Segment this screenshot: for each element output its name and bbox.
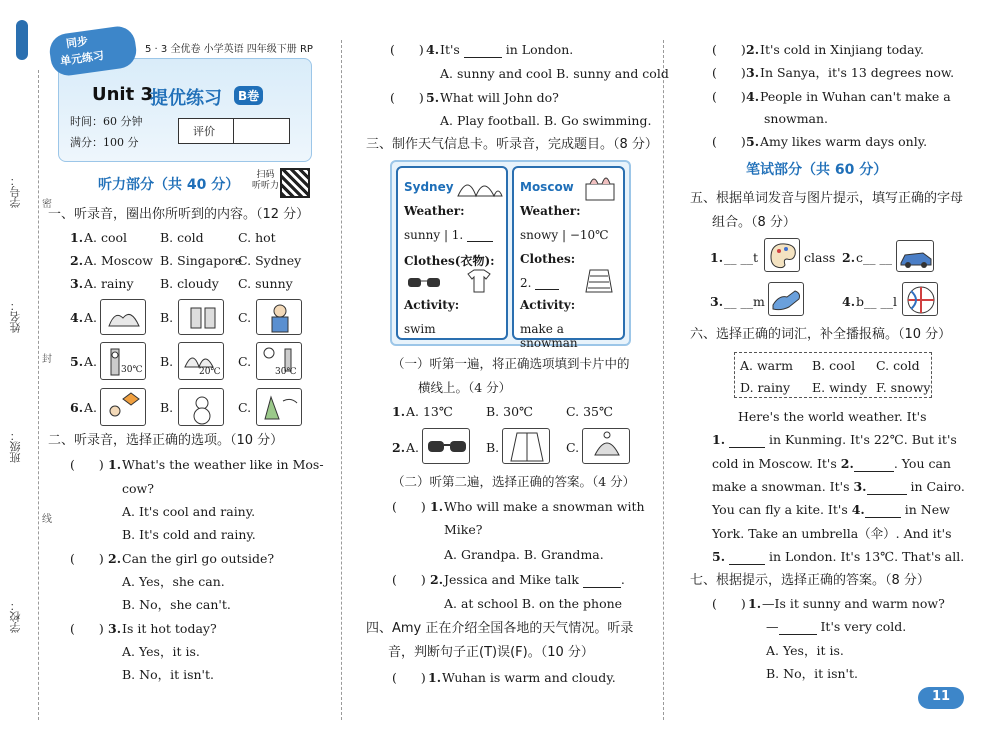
q2-4-text: It's in London. (440, 42, 574, 57)
p2-q1-num: 1. (430, 499, 444, 514)
q2-option-b[interactable]: B. Singapore (160, 253, 243, 268)
q6-label-a: A. (84, 400, 98, 415)
p2-q1-options[interactable]: A. Grandpa. B. Grandma. (444, 547, 604, 562)
rating-box (178, 118, 290, 144)
p2-q1-text: Who will make a snowman with (444, 499, 645, 514)
q5-temp-a: 30℃ (121, 365, 143, 375)
series-name: 5 · 3 全优卷 小学英语 四年级下册 RP (145, 44, 313, 55)
passage-blank-5[interactable] (729, 551, 765, 565)
passage-line-4: make a snowman. It's 3. in Cairo. (712, 479, 965, 494)
q5-picture-a[interactable] (100, 342, 146, 380)
q2-4-paren[interactable]: ( ) (390, 42, 424, 57)
moscow-weather-label: Weather: (520, 204, 581, 218)
sunglasses-icon (423, 429, 470, 464)
binding-line (38, 70, 39, 720)
q6-picture-a[interactable] (100, 388, 146, 426)
palette-icon (765, 239, 800, 272)
label-class: 班级： (9, 430, 22, 463)
mark-seal: 密 (42, 199, 52, 210)
s4-q3-paren[interactable]: ( ) (712, 65, 746, 80)
q2-2-option-b[interactable]: B. No，she can't. (122, 597, 231, 612)
s7-q1-blank[interactable] (779, 621, 817, 635)
q2-2-option-a[interactable]: A. Yes，she can. (122, 574, 225, 589)
snowman-kids-icon (179, 389, 224, 426)
ball-icon (903, 283, 938, 316)
winter-hat-icon (583, 429, 630, 464)
passage-line-2: 1. in Kunming. It's 22℃. But it's (712, 432, 957, 447)
p1-q2-label-b: B. (486, 440, 500, 455)
word-bank-option-a: A. warm (740, 358, 793, 373)
s4-q1-num: 1. (428, 670, 442, 685)
s5-q1-picture (764, 238, 800, 272)
s5-q4-picture (902, 282, 938, 316)
binding-margin (0, 0, 50, 733)
label-school: 学校： (9, 600, 22, 633)
jacket-icon (503, 429, 550, 464)
q1-option-c[interactable]: C. hot (238, 230, 276, 245)
sunglasses-icon (406, 272, 442, 292)
kremlin-icon (580, 170, 620, 202)
word-bank-option-c: C. cold (876, 358, 920, 373)
q5-picture-b[interactable] (178, 342, 224, 380)
kite-boy-icon (101, 389, 146, 426)
s5-q4-blank[interactable]: b__ __l (856, 294, 897, 309)
q2-5-paren[interactable]: ( ) (390, 90, 424, 105)
qr-hint: 扫码 听听力 (252, 170, 280, 191)
q2-4-num: 4. (426, 42, 440, 57)
q2-2-paren[interactable]: ( ) (70, 551, 104, 566)
s7-q1-option-b[interactable]: B. No，it isn't. (766, 666, 858, 681)
q6-picture-c[interactable] (256, 388, 302, 426)
q2-3-paren[interactable]: ( ) (70, 621, 104, 636)
opera-house-icon (456, 172, 504, 200)
q6-num: 6. (70, 400, 84, 415)
p1-q1-option-a[interactable]: A. 13℃ (406, 404, 453, 419)
q2-2-text: Can the girl go outside? (122, 551, 275, 566)
full-score: 满分：100 分 (70, 136, 139, 149)
section-2-title: 二、听录音，选择正确的选项。（10 分） (48, 433, 284, 448)
passage-line-5: You can fly a kite. It's 4. in New (712, 502, 950, 517)
q2-1-option-a[interactable]: A. It's cool and rainy. (122, 504, 256, 519)
arm-icon (769, 283, 804, 316)
p1-q2-picture-a[interactable] (422, 428, 470, 464)
q4-label-b: B. (160, 310, 174, 325)
s4-q4-num: 4. (746, 89, 760, 104)
s5-q1-blank[interactable]: __ __t (724, 250, 758, 265)
mark-fold: 封 (42, 354, 52, 365)
boy-coat-icon (257, 300, 302, 335)
s7-q1-num: 1. (748, 596, 762, 611)
p1-q2-picture-c[interactable] (582, 428, 630, 464)
q2-1-text-cont: cow? (122, 481, 154, 496)
q1-num: 1. (70, 230, 84, 245)
s5-q1-num: 1. (710, 250, 724, 265)
q5-temp-b: 20℃ (199, 367, 221, 377)
part1-title: （一）听第一遍，将正确选项填到卡片中的 (392, 356, 630, 371)
q4-picture-c[interactable] (256, 299, 302, 335)
q4-label-c: C. (238, 310, 252, 325)
sydney-weather-value: sunny | 1. (404, 228, 493, 242)
section-1-title: 一、听录音，圈出你所听到的内容。（12 分） (48, 207, 310, 222)
passage-blank-2[interactable] (854, 458, 894, 472)
shoes-icon (101, 300, 146, 335)
passage-blank-1[interactable] (729, 434, 765, 448)
t-shirt-icon (464, 268, 494, 294)
q5-picture-c[interactable] (256, 342, 302, 380)
rocket-icon (16, 20, 28, 60)
q2-3-text: Is it hot today? (122, 621, 217, 636)
passage-line-1: Here's the world weather. It's (738, 409, 927, 424)
s4-q1-text: Wuhan is warm and cloudy. (442, 670, 616, 685)
p1-q2-label-c: C. (566, 440, 580, 455)
q2-1-text: What's the weather like in Mos- (122, 457, 324, 472)
p2-q2-paren[interactable]: ( ) (392, 572, 426, 587)
s7-q1-option-a[interactable]: A. Yes，it is. (766, 643, 844, 658)
p1-q1-option-c[interactable]: C. 35℃ (566, 404, 613, 419)
q2-5-options[interactable]: A. Play football. B. Go swimming. (440, 113, 652, 128)
q6-picture-b[interactable] (178, 388, 224, 426)
moscow-weather-value: snowy | −10℃ (520, 228, 609, 242)
q6-label-c: C. (238, 400, 252, 415)
p2-q2-num: 2. (430, 572, 444, 587)
p1-q2-picture-b[interactable] (502, 428, 550, 464)
p2-q1-text-cont: Mike? (444, 522, 483, 537)
car-icon (897, 241, 934, 272)
unit-label: Unit 3 (92, 84, 153, 105)
passage-blank-4[interactable] (865, 504, 901, 518)
s4-q3-text: In Sanya，it's 13 degrees now. (760, 65, 955, 80)
section-3-title: 三、制作天气信息卡。听录音，完成题目。（8 分） (366, 137, 658, 152)
s4-q5-text: Amy likes warm days only. (760, 134, 928, 149)
section-5-title: 五、根据单词发音与图片提示，填写正确的字母 (690, 191, 964, 206)
q5-temp-c: 30℃ (275, 367, 297, 377)
q5-label-b: B. (160, 354, 174, 369)
winter-coat-icon (584, 264, 614, 294)
column-divider-2 (663, 40, 664, 720)
s5-q3-num: 3. (710, 294, 724, 309)
qr-code-icon[interactable] (280, 168, 310, 198)
q5-label-a: A. (84, 354, 98, 369)
q4-picture-b[interactable] (178, 299, 224, 335)
q2-option-c[interactable]: C. Sydney (238, 253, 302, 268)
s7-q1-reply: — It's very cold. (766, 619, 907, 634)
p1-q2-num: 2. (392, 440, 406, 455)
sydney-activity-label: Activity: (404, 298, 460, 312)
s5-q2-num: 2. (842, 250, 856, 265)
q2-1-option-b[interactable]: B. It's cold and rainy. (122, 527, 256, 542)
s5-q4-num: 4. (842, 294, 856, 309)
q4-label-a: A. (84, 310, 98, 325)
s4-q4-text: People in Wuhan can't make a (760, 89, 951, 104)
q3-option-b[interactable]: B. cloudy (160, 276, 219, 291)
sydney-card (396, 166, 508, 340)
p1-q1-num: 1. (392, 404, 406, 419)
word-bank-option-b: B. cool (812, 358, 856, 373)
moscow-activity-label: Activity: (520, 298, 576, 312)
s5-q3-picture (768, 282, 804, 316)
s7-q1-text: —Is it sunny and warm now? (762, 596, 945, 611)
q2-1-num: 1. (108, 457, 122, 472)
s4-q4-paren[interactable]: ( ) (712, 89, 746, 104)
moscow-activity-value: make a snowman (520, 322, 578, 350)
q2-5-text: What will John do? (440, 90, 559, 105)
s5-q2-blank[interactable]: c__ __ (856, 250, 892, 265)
s4-q4-text-cont: snowman. (764, 111, 829, 126)
q4-num: 4. (70, 310, 84, 325)
sydney-weather-blank[interactable] (467, 228, 493, 242)
passage-line-7: 5. in London. It's 13℃. That's all. (712, 549, 965, 564)
q1-option-a[interactable]: A. cool (84, 230, 128, 245)
s4-q2-paren[interactable]: ( ) (712, 42, 746, 57)
q3-option-c[interactable]: C. sunny (238, 276, 293, 291)
q2-1-paren[interactable]: ( ) (70, 457, 104, 472)
p2-q2-blank[interactable] (583, 574, 621, 588)
s4-q5-paren[interactable]: ( ) (712, 134, 746, 149)
windy-tree-icon (257, 389, 302, 426)
sydney-clothes-label: Clothes(衣物): (404, 254, 495, 268)
s5-q1-after: class (804, 250, 836, 265)
q5-num: 5. (70, 354, 84, 369)
q2-2-num: 2. (108, 551, 122, 566)
section-7-title: 七、根据提示，选择正确的答案。（8 分） (690, 573, 930, 588)
s5-q3-blank[interactable]: __ __m (724, 294, 765, 309)
section-5-title-cont: 组合。（8 分） (712, 215, 796, 230)
passage-blank-3[interactable] (867, 481, 907, 495)
boots-icon (179, 300, 224, 335)
section-6-title: 六、选择正确的词汇，补全播报稿。（10 分） (690, 327, 952, 342)
listening-heading: 听力部分（共 40 分） (98, 177, 240, 193)
q2-5-num: 5. (426, 90, 440, 105)
badge-line1: 同步 (65, 34, 89, 51)
label-name: 姓名： (9, 300, 22, 333)
p1-q2-label-a: A. (406, 440, 420, 455)
q2-3-option-a[interactable]: A. Yes，it is. (122, 644, 200, 659)
q6-label-b: B. (160, 400, 174, 415)
q3-option-a[interactable]: A. rainy (84, 276, 134, 291)
q2-4-blank[interactable] (464, 44, 502, 58)
page-number: 11 (932, 689, 951, 704)
s5-q2-picture (896, 240, 934, 272)
s4-q2-num: 2. (746, 42, 760, 57)
column-divider-1 (341, 40, 342, 720)
sydney-card-city: Sydney (404, 180, 454, 194)
passage-line-3: cold in Moscow. It's 2. . You can (712, 456, 951, 471)
rating-label: 评价 (193, 125, 215, 138)
word-bank-option-e: E. windy (812, 380, 867, 395)
word-bank-option-d: D. rainy (740, 380, 791, 395)
q1-option-b[interactable]: B. cold (160, 230, 204, 245)
s4-q3-num: 3. (746, 65, 760, 80)
s4-q2-text: It's cold in Xinjiang today. (760, 42, 924, 57)
q5-label-c: C. (238, 354, 252, 369)
q2-3-num: 3. (108, 621, 122, 636)
passage-line-6: York. Take an umbrella（伞）. And it's (712, 526, 952, 541)
s4-q1-paren[interactable]: ( ) (392, 670, 426, 685)
p2-q2-text: Jessica and Mike talk . (444, 572, 625, 587)
sydney-weather-label: Weather: (404, 204, 465, 218)
part1-title-cont: 横线上。（4 分） (418, 380, 512, 395)
time-limit: 时间：60 分钟 (70, 115, 143, 128)
volume-tag: B卷 (234, 86, 263, 105)
s7-q1-paren[interactable]: ( ) (712, 596, 746, 611)
badge-line2: 单元练习 (59, 48, 105, 68)
writing-heading: 笔试部分（共 60 分） (746, 162, 888, 178)
section-4-title-cont: 音，判断句子正(T)误(F)。（10 分） (388, 645, 594, 660)
part2-title: （二）听第二遍，选择正确的答案。（4 分） (392, 474, 636, 489)
mark-line: 线 (42, 514, 52, 525)
label-number: 学号： (9, 175, 22, 208)
s4-q5-num: 5. (746, 134, 760, 149)
q4-picture-a[interactable] (100, 299, 146, 335)
p2-q2-options[interactable]: A. at school B. on the phone (444, 596, 623, 611)
page-title: 提优练习 (150, 88, 222, 109)
moscow-clothes-label: Clothes: (520, 252, 576, 266)
q2-option-a[interactable]: A. Moscow (84, 253, 153, 268)
q2-3-option-b[interactable]: B. No，it isn't. (122, 667, 214, 682)
section-4-title: 四、Amy 正在介绍全国各地的天气情况。听录 (366, 621, 634, 636)
p2-q1-paren[interactable]: ( ) (392, 499, 426, 514)
q3-num: 3. (70, 276, 84, 291)
moscow-clothes-value: 2. (520, 276, 559, 290)
sydney-activity-value: swim (404, 322, 436, 336)
moscow-clothes-blank[interactable] (535, 276, 559, 290)
q2-num: 2. (70, 253, 84, 268)
q2-4-options[interactable]: A. sunny and cool B. sunny and cold (440, 66, 669, 81)
word-bank-option-f: F. snowy (876, 380, 931, 395)
p1-q1-option-b[interactable]: B. 30℃ (486, 404, 534, 419)
moscow-card (512, 166, 625, 350)
moscow-card-city: Moscow (520, 180, 574, 194)
